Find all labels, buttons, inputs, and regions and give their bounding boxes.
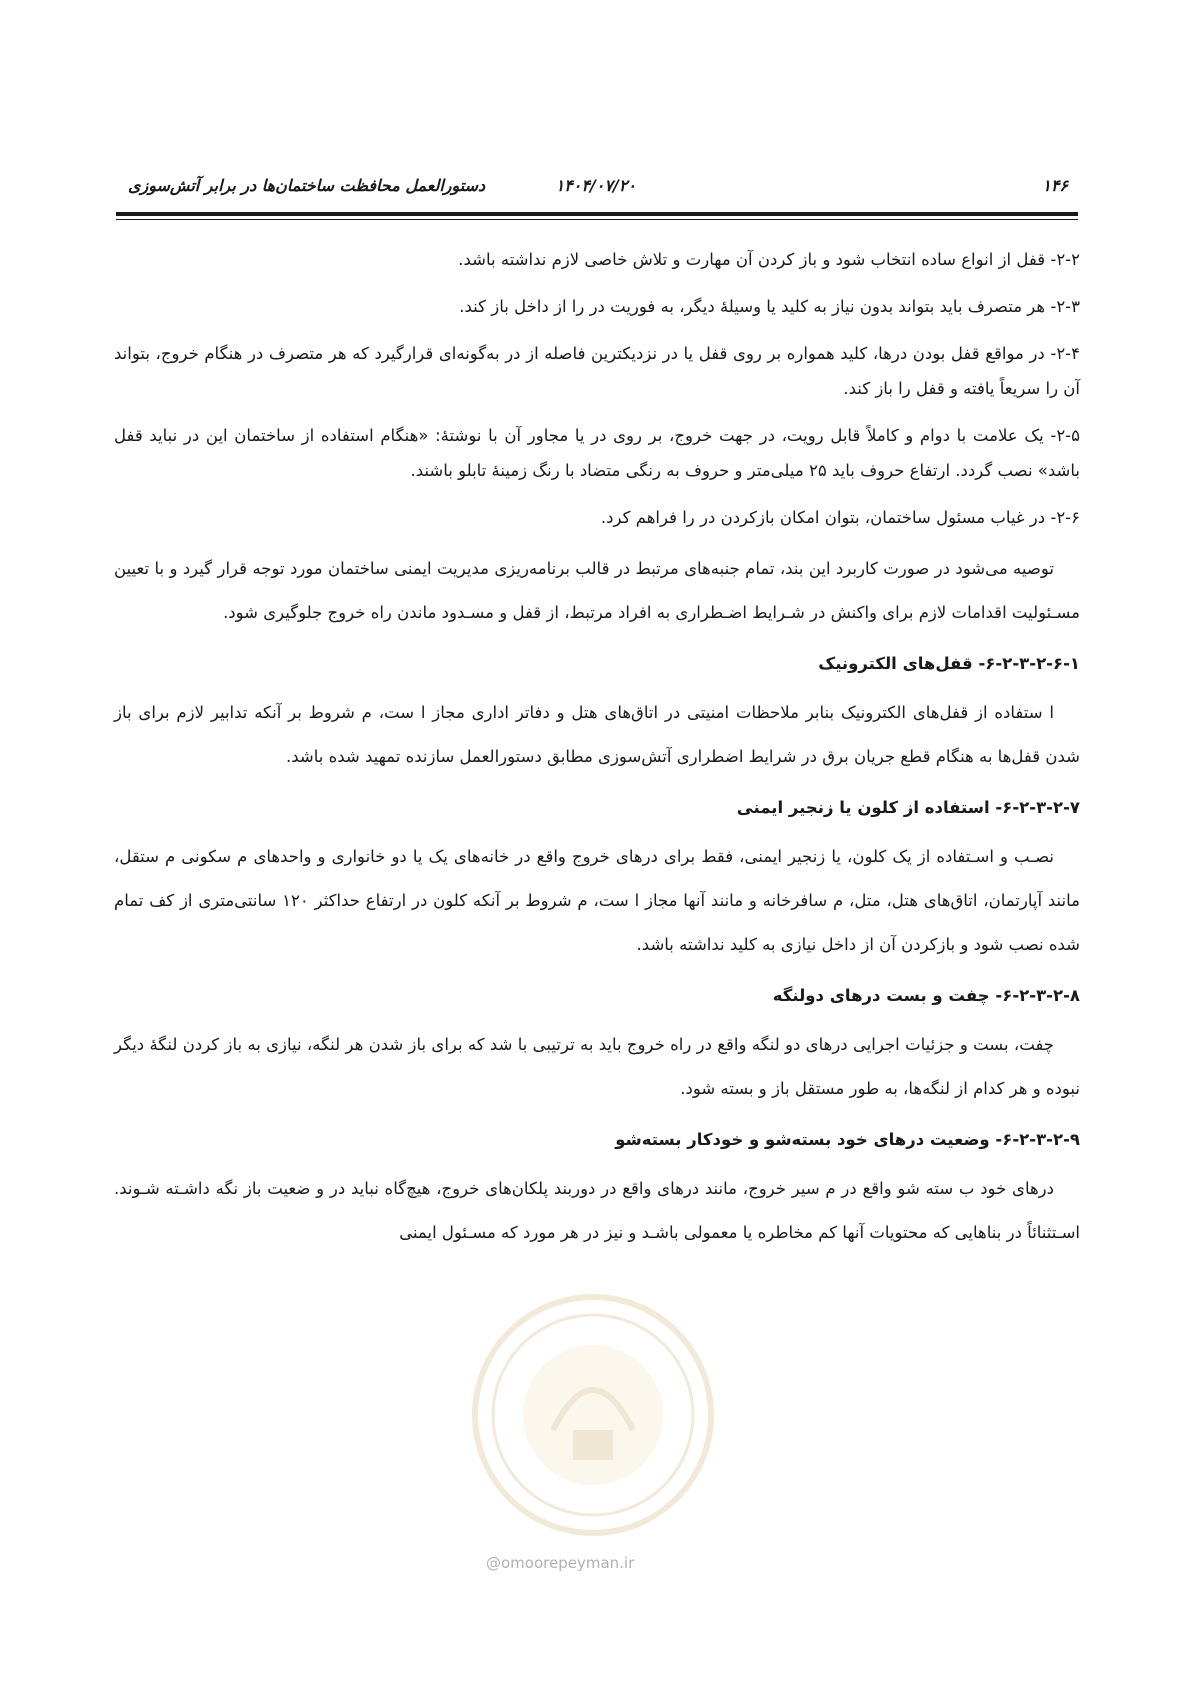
header-title: دستورالعمل محافظت ساختمان‌ها در برابر آتش‌سوزی — [128, 176, 486, 195]
section-body-self-closing: درهای خود ب سته شو واقع در م سیر خروج، مانند درهای واقع در دوربند پلکان‌های خروج، هیچ‌گاه نباید در و ضعیت باز نگه داشـته شـوند. اسـتثنائاً در بناهایی که محتویات آنها کم مخاطره یا معمولی باشـد و نیز در هر مورد که مسـئول ایمنی — [114, 1179, 1080, 1242]
watermark-logo-icon — [468, 1290, 718, 1540]
section-heading-latch-chain: ۶-۲-۳-۲-۷- استفاده از کلون یا زنجیر ایمنی — [736, 798, 1080, 817]
section-body-latch-chain: نصـب و اسـتفاده از یک کلون، یا زنجیر ایمنی، فقط برای درهای خروج واقع در خانه‌های یک یا دو خانواری و واحدهای م سکونی م ستقل، مانند آپارتمان، اتاق‌های هتل، متل، م سافرخانه و مانند آنها مجاز ا ست، م شروط بر آنکه کلون در ارتفاع حداکثر ۱۲۰ سانتی‌متری از کف تمام شده نصب شود و بازکردن آن از داخل نیازی به کلید نداشته باشد. — [114, 847, 1080, 954]
document-body — [114, 242, 1080, 1265]
section-body-double-doors: چفت، بست و جزئیات اجرایی درهای دو لنگه واقع در راه خروج باید به ترتیبی با شد که برای باز شدن هر لنگه، نیازی به باز کردن لنگهٔ دیگر نبوده و هر کدام از لنگه‌ها، به طور مستقل باز و بسته شود. — [114, 1035, 1080, 1098]
watermark-site-text: @omoorepeyman.ir — [486, 1554, 635, 1572]
recommendation-paragraph: توصیه می‌شود در صورت کاربرد این بند، تمام جنبه‌های مرتبط در قالب برنامه‌ریزی مدیریت ایمنی ساختمان مورد توجه قرار گیرد و با تعیین مسـئولیت اقدامات لازم برای واکنش در شـرایط اضـطراری به افراد مرتبط، از قفل و مسـدود ماندن راه خروج جلوگیری شود. — [114, 559, 1080, 622]
section-heading-double-doors: ۶-۲-۳-۲-۸- چفت و بست درهای دولنگه — [772, 986, 1080, 1005]
paragraph-2-5: ۲-۵- یک علامت با دوام و کاملاً قابل رویت، در جهت خروج، بر روی در یا مجاور آن با نوشتهٔ: «هنگام استفاده از ساختمان این در نباید قفل باشد» نصب گردد. ارتفاع حروف باید ۲۵ میلی‌متر و حروف به رنگی متضاد با رنگ زمینهٔ تابلو باشند. — [114, 426, 1080, 480]
paragraph-2-6: ۲-۶- در غیاب مسئول ساختمان، بتوان امکان بازکردن در را فراهم کرد. — [600, 508, 1080, 527]
section-body-electronic-locks: ا ستفاده از قفل‌های الکترونیک بنابر ملاحظات امنیتی در اتاق‌های هتل و دفاتر اداری مجاز ا ست، م شروط بر آنکه تدابیر لازم برای باز شدن قفل‌ها به هنگام قطع جریان برق در شرایط اضطراری آتش‌سوزی مطابق دستورالعمل سازنده تمهید شده باشد. — [114, 703, 1080, 766]
paragraph-2-3: ۲-۳- هر متصرف باید بتواند بدون نیاز به کلید یا وسیلهٔ دیگر، به فوریت در را از داخل باز کند. — [459, 297, 1080, 316]
section-heading-electronic-locks: ۶-۲-۳-۲-۶-۱- قفل‌های الکترونیک — [818, 654, 1080, 673]
header-rule-thick — [116, 212, 1078, 216]
paragraph-2-2: ۲-۲- قفل از انواع ساده انتخاب شود و باز کردن آن مهارت و تلاش خاصی لازم نداشته باشد. — [458, 250, 1080, 269]
section-heading-self-closing: ۶-۲-۳-۲-۹- وضعیت درهای خود بسته‌شو و خودکار بسته‌شو — [615, 1130, 1080, 1149]
header-date: ۱۴۰۴/۰۷/۲۰ — [555, 176, 636, 195]
header-rule-thin — [116, 219, 1078, 220]
paragraph-2-4: ۲-۴- در مواقع قفل بودن درها، کلید همواره بر روی قفل یا در نزدیکترین فاصله از در به‌گونه‌ای قرارگیرد که هر متصرف در هنگام خروج، بتواند آن را سریعاً یافته و قفل را باز کند. — [114, 344, 1080, 398]
page-number: ۱۴۶ — [1042, 176, 1068, 195]
page-header — [116, 172, 1076, 204]
